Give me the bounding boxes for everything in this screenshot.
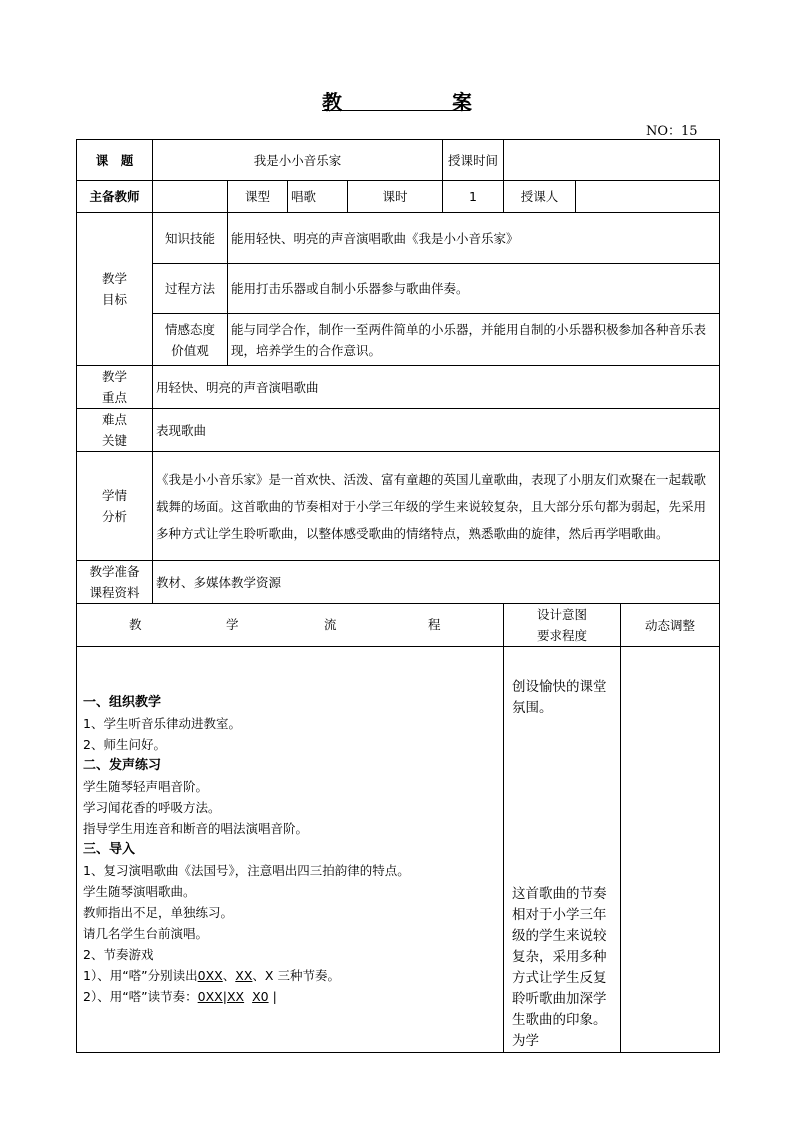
- topic-label: 课 题: [77, 140, 153, 181]
- goals-label: [77, 213, 153, 366]
- goal-attitude-label-line2: 价值观: [171, 342, 209, 358]
- key-point-text: 用轻快、明亮的声音演唱歌曲: [153, 366, 720, 409]
- goal-process-row: [77, 264, 720, 314]
- rhythm-line-1: [83, 965, 497, 986]
- dynamic-adjust-header: 动态调整: [621, 604, 720, 647]
- goals-label-line1: 教学: [101, 271, 127, 286]
- flow-header-title: [77, 604, 504, 647]
- goal-attitude-label: [153, 314, 228, 366]
- flow-line: 1、学生听音乐律动进教室。: [83, 716, 241, 731]
- goal-knowledge-label: 知识技能: [153, 213, 228, 264]
- lead-teacher-label: 主备教师: [77, 181, 153, 213]
- title-underline: [322, 110, 470, 111]
- materials-label-line1: 教学准备: [89, 564, 140, 579]
- design-intent-header: [504, 604, 621, 647]
- flow-header-char-1: 教: [129, 617, 142, 632]
- rhythm-notation: 0XX: [197, 968, 223, 983]
- key-point-label: [77, 366, 153, 409]
- design-intent-header-line1: 设计意图: [537, 607, 588, 622]
- difficulty-text: 表现歌曲: [153, 409, 720, 452]
- class-time-value[interactable]: [504, 140, 720, 181]
- analysis-label-line1: 学情: [101, 488, 127, 503]
- design-intent-2: 这首歌曲的节奏相对于小学三年级的学生来说较复杂，采用多种方式让学生反复聆听歌曲加深学生歌曲的印象。为学: [512, 886, 607, 1049]
- materials-row: [77, 561, 720, 604]
- key-point-row: [77, 366, 720, 409]
- rhythm-text: 2）、用“嗒”读节奏：: [83, 989, 198, 1004]
- goal-process-text: 能用打击乐器或自制小乐器参与歌曲伴奏。: [228, 264, 720, 314]
- class-time-label: 授课时间: [443, 140, 504, 181]
- design-spacer: [512, 719, 614, 884]
- analysis-label: [77, 452, 153, 561]
- difficulty-label: [77, 409, 153, 452]
- title-char-right: 案: [452, 90, 472, 114]
- flow-header-row: [77, 604, 720, 647]
- difficulty-label-line1: 难点: [101, 412, 127, 427]
- rhythm-notation: 0XX: [197, 989, 223, 1004]
- materials-label-line2: 课程资料: [89, 585, 140, 600]
- goal-attitude-text: 能与同学合作，制作一至两件简单的小乐器，并能用自制的小乐器积极参加各种音乐表现，培养学生的合作意识。: [228, 314, 720, 366]
- design-intent-header-line2: 要求程度: [537, 628, 588, 643]
- title-char-left: 教: [322, 90, 342, 114]
- flow-line: 学习闻花香的呼吸方法。: [83, 800, 221, 815]
- rhythm-barline: |: [272, 989, 277, 1004]
- key-point-label-line2: 重点: [101, 390, 127, 405]
- analysis-row: [77, 452, 720, 561]
- lesson-type-label: 课型: [228, 181, 288, 213]
- flow-line: 1、复习演唱歌曲《法国号》，注意唱出四三拍韵律的特点。: [83, 863, 410, 878]
- lesson-type-value: 唱歌: [288, 181, 348, 213]
- goals-label-line2: 目标: [101, 292, 127, 307]
- flow-line: 指导学生用连音和断音的唱法演唱音阶。: [83, 821, 309, 836]
- analysis-text: 《我是小小音乐家》是一首欢快、活泼、富有童趣的英国儿童歌曲，表现了小朋友们欢聚在一起载歌载舞的场面。这首歌曲的节奏相对于小学三年级的学生来说较复杂，且大部分乐句都为弱起，先采用多种方式让学生聆听歌曲，以整体感受歌曲的情绪特点，熟悉歌曲的旋律，然后再学唱歌曲。: [153, 452, 720, 561]
- design-intent-1: 创设愉快的课堂氛围。: [512, 679, 607, 716]
- goal-process-label: 过程方法: [153, 264, 228, 314]
- document-number: NO：15: [646, 124, 698, 139]
- goal-attitude-row: [77, 314, 720, 366]
- lead-teacher-value[interactable]: [153, 181, 228, 213]
- flow-body-row: [77, 647, 720, 1053]
- rhythm-text: 、: [222, 968, 236, 983]
- flow-header-char-2: 学: [226, 617, 239, 632]
- materials-label: [77, 561, 153, 604]
- section-vocal-heading: 二、发声练习: [83, 758, 162, 773]
- design-intent-content: [504, 647, 621, 1053]
- difficulty-row: [77, 409, 720, 452]
- topic-value: 我是小小音乐家: [153, 140, 443, 181]
- goal-knowledge-row: [77, 213, 720, 264]
- rhythm-text: 、X 三种节奏。: [252, 968, 340, 983]
- lesson-plan-table: [76, 139, 720, 1053]
- lecturer-label: 授课人: [504, 181, 576, 213]
- flow-line: 2、节奏游戏: [83, 947, 154, 962]
- flow-line: 教师指出不足，单独练习。: [83, 905, 234, 920]
- difficulty-label-line2: 关键: [101, 433, 127, 448]
- rhythm-barline: |: [222, 989, 227, 1004]
- goal-attitude-label-line1: 情感态度: [164, 321, 215, 337]
- flow-line: 请几名学生台前演唱。: [83, 926, 209, 941]
- goal-knowledge-text: 能用轻快、明亮的声音演唱歌曲《我是小小音乐家》: [228, 213, 720, 264]
- lesson-hours-label: 课时: [348, 181, 443, 213]
- key-point-label-line1: 教学: [101, 369, 127, 384]
- rhythm-line-2: [83, 986, 497, 1007]
- flow-line: 学生随琴轻声唱音阶。: [83, 779, 209, 794]
- rhythm-text: 1）、用“嗒”分别读出: [83, 968, 198, 983]
- section-intro-heading: 三、导入: [83, 842, 136, 857]
- topic-row: [77, 140, 720, 181]
- flow-header-char-3: 流: [324, 617, 337, 632]
- lecturer-value[interactable]: [576, 181, 720, 213]
- materials-text: 教材、多媒体教学资源: [153, 561, 720, 604]
- info-row: [77, 181, 720, 213]
- rhythm-notation: XX: [235, 968, 253, 983]
- section-organize-heading: 一、组织教学: [83, 695, 162, 710]
- lesson-hours-value: 1: [443, 181, 504, 213]
- flow-line: 学生随琴演唱歌曲。: [83, 884, 196, 899]
- dynamic-adjust-content[interactable]: [621, 647, 720, 1053]
- flow-header-char-4: 程: [428, 617, 441, 632]
- flow-content: [77, 647, 504, 1053]
- flow-line: 2、师生问好。: [83, 737, 166, 752]
- rhythm-notation: XX: [226, 989, 245, 1004]
- analysis-label-line2: 分析: [101, 509, 127, 524]
- rhythm-notation: X0: [252, 989, 269, 1004]
